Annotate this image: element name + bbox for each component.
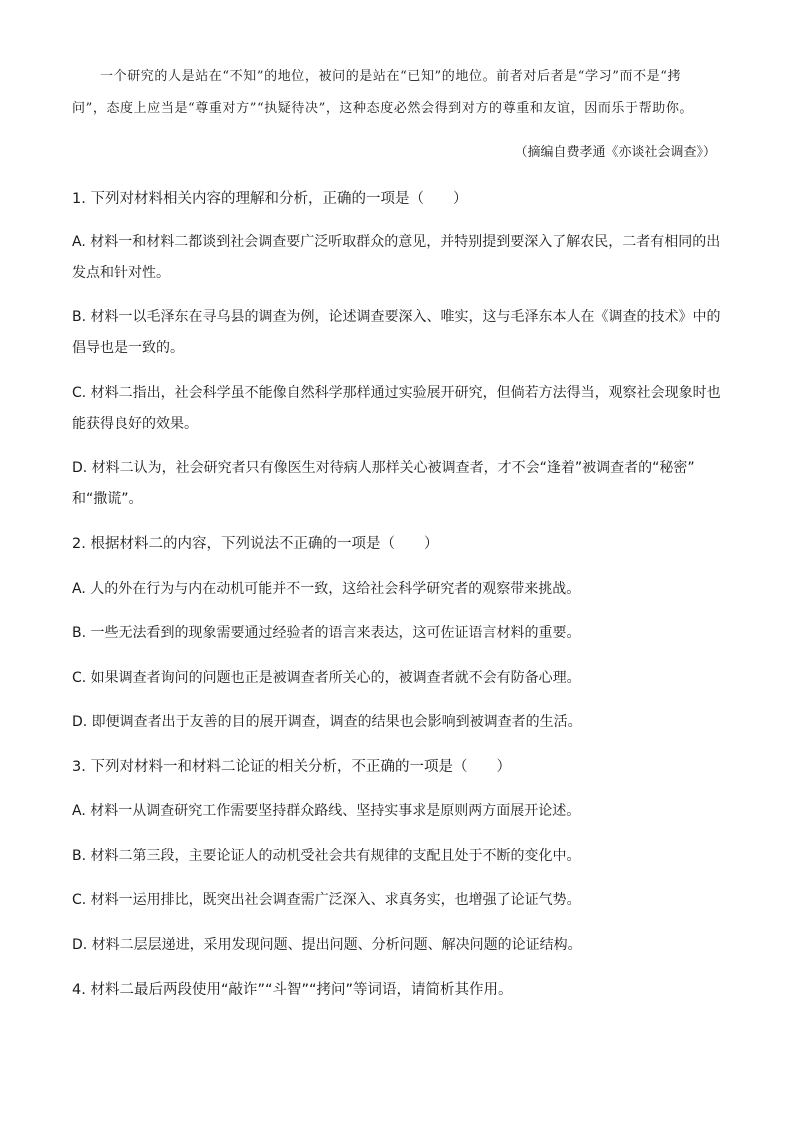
question-2-option-a: A. 人的外在行为与内在动机可能并不一致，这给社会科学研究者的观察带来挑战。 — [72, 581, 581, 597]
question-3-option-c: C. 材料一运用排比，既突出社会调查需广泛深入、求真务实，也增强了论证气势。 — [72, 892, 581, 908]
question-2-stem: 2. 根据材料二的内容，下列说法不正确的一项是（ ） — [72, 536, 439, 552]
question-1-option-c-cont: 能获得良好的效果。 — [72, 416, 198, 432]
question-2-option-d: D. 即便调查者出于友善的目的展开调查，调查的结果也会影响到被调查者的生活。 — [72, 714, 582, 730]
passage-line-1: 一个研究的人是站在“不知”的地位，被问的是站在“已知”的地位。前者对后者是“学习”而不是“拷 — [100, 69, 682, 84]
question-2-option-b: B. 一些无法看到的现象需要通过经验者的语言来表达，这可佐证语言材料的重要。 — [72, 625, 581, 641]
question-1-option-c: C. 材料二指出，社会科学虽不能像自然科学那样通过实验展开研究，但倘若方法得当，观察社会现象时也 — [72, 385, 721, 401]
question-1-option-b-cont: 倡导也是一致的。 — [72, 340, 184, 356]
question-3-stem: 3. 下列对材料一和材料二论证的相关分析，不正确的一项是（ ） — [72, 759, 511, 775]
question-1-option-a-cont: 发点和针对性。 — [72, 265, 170, 281]
question-3-option-a: A. 材料一从调查研究工作需要坚持群众路线、坚持实事求是原则两方面展开论述。 — [72, 803, 581, 819]
question-2-option-c: C. 如果调查者询问的问题也正是被调查者所关心的，被调查者就不会有防备心理。 — [72, 670, 581, 686]
question-1-stem: 1. 下列对材料相关内容的理解和分析，正确的一项是（ ） — [72, 191, 468, 207]
question-3-option-d: D. 材料二层层递进，采用发现问题、提出问题、分析问题、解决问题的论证结构。 — [72, 937, 582, 953]
question-1-option-d: D. 材料二认为，社会研究者只有像医生对待病人那样关心被调查者，才不会“逢着”被调查者的“秘密” — [72, 460, 695, 476]
question-4-stem: 4. 材料二最后两段使用“敲诈”“斗智”“拷问”等词语，请简析其作用。 — [72, 982, 513, 998]
question-1-option-d-cont: 和“撒谎”。 — [72, 491, 143, 507]
passage-line-2: 问”，态度上应当是“尊重对方”“执疑待决”，这种态度必然会得到对方的尊重和友谊，因而乐于帮助你。 — [72, 101, 694, 116]
question-3-option-b: B. 材料二第三段，主要论证人的动机受社会共有规律的支配且处于不断的变化中。 — [72, 848, 581, 864]
question-1-option-b: B. 材料一以毛泽东在寻乌县的调查为例，论述调查要深入、唯实，这与毛泽东本人在《调查的技术》中的 — [72, 309, 721, 325]
question-1-option-a: A. 材料一和材料二都谈到社会调查要广泛听取群众的意见，并特别提到要深入了解农民，二者有相同的出 — [72, 234, 721, 250]
passage-source: （摘编自费孝通《亦谈社会调查》） — [514, 145, 716, 160]
